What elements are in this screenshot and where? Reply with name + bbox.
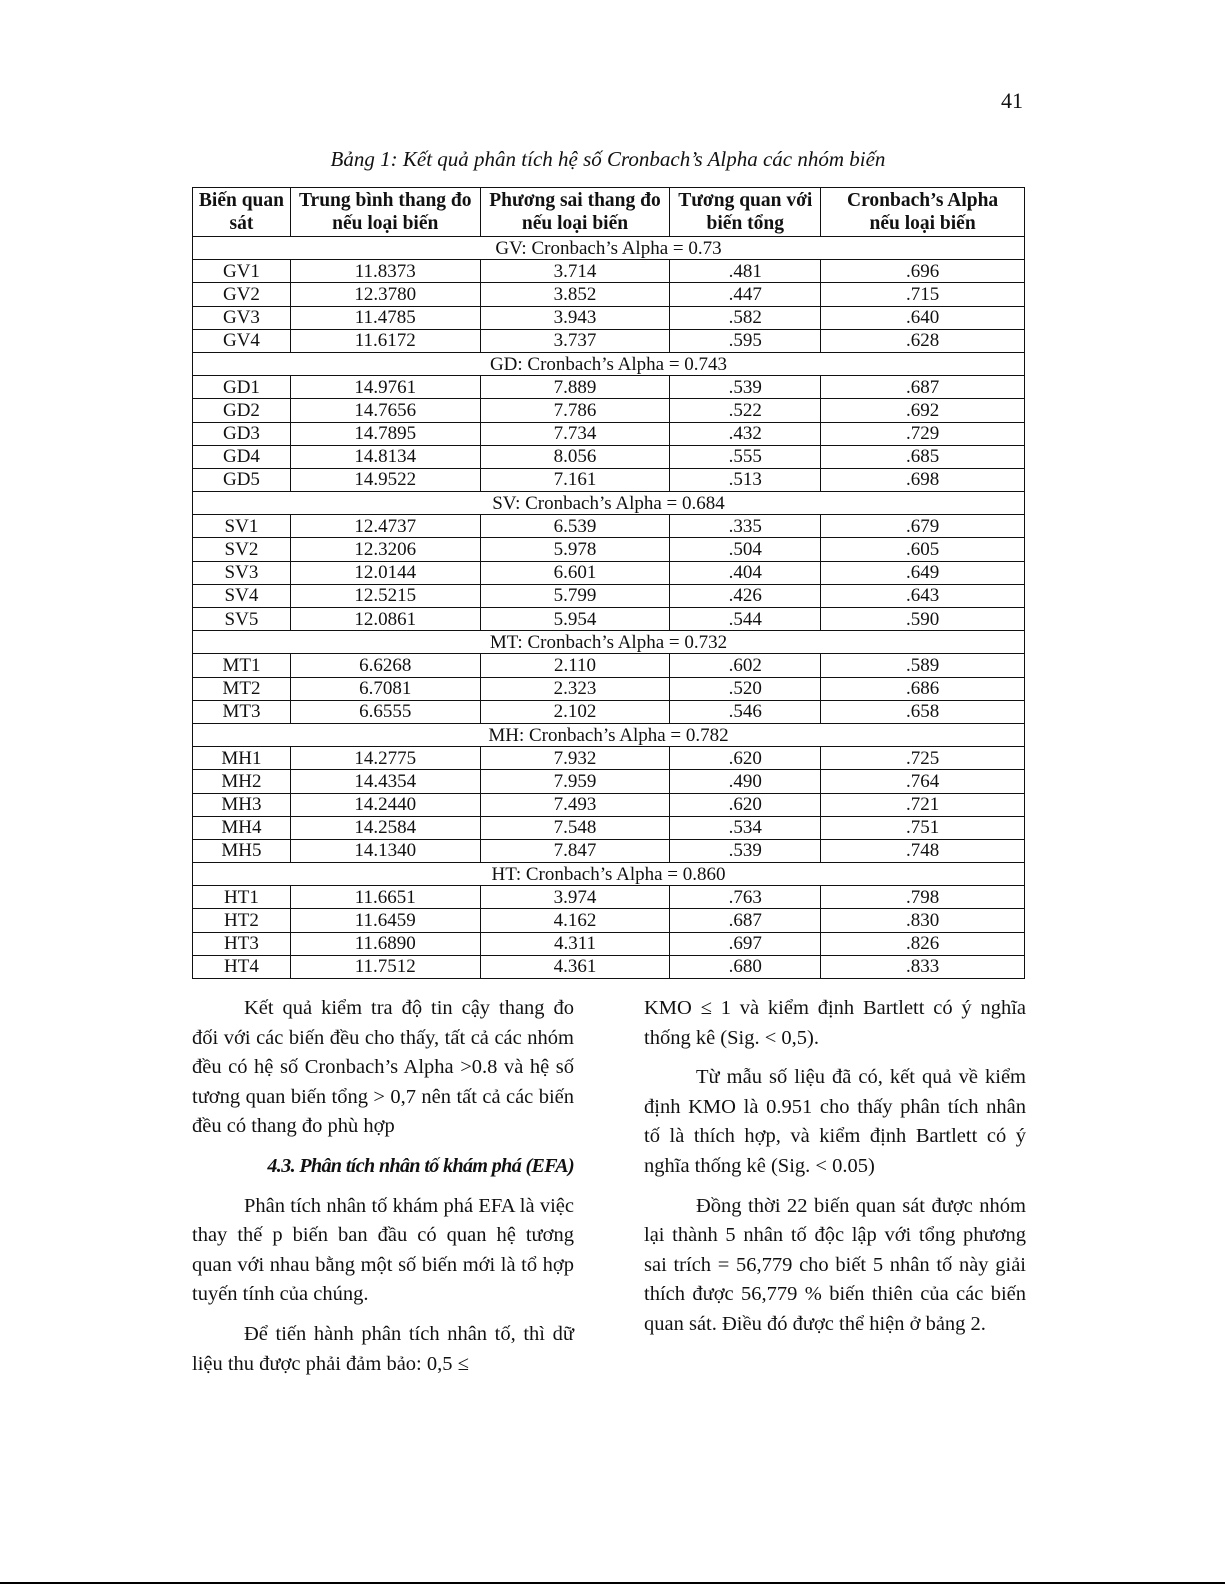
table-cell: .685 — [821, 445, 1025, 468]
table-cell: .544 — [670, 608, 821, 631]
table-row — [193, 700, 1025, 723]
table-cell: .763 — [670, 886, 821, 909]
group-row — [193, 863, 1025, 886]
table-cell: 5.954 — [480, 608, 670, 631]
table-cell: .628 — [821, 329, 1025, 352]
group-label: MT: Cronbach’s Alpha = 0.732 — [193, 631, 1025, 654]
table-cell: 14.8134 — [290, 445, 480, 468]
table-row — [193, 260, 1025, 283]
table-cell: .490 — [670, 770, 821, 793]
table-row — [193, 955, 1025, 978]
table-row — [193, 515, 1025, 538]
table-cell: .522 — [670, 399, 821, 422]
paragraph: Kết quả kiểm tra độ tin cậy thang đo đối với các biến đều cho thấy, tất cả các nhóm đều có hệ số Cronbach’s Alpha >0.8 và hệ số tương quan biến tổng > 0,7 nên tất cả các biến đều có thang đo phù hợp — [192, 997, 574, 1138]
table-cell: 4.311 — [480, 932, 670, 955]
bottom-rule — [0, 1582, 1225, 1584]
table-cell: .539 — [670, 376, 821, 399]
table-cell: 14.7656 — [290, 399, 480, 422]
table-cell: GD2 — [193, 399, 291, 422]
table-cell: GD1 — [193, 376, 291, 399]
table-cell: .481 — [670, 260, 821, 283]
table-cell: 6.539 — [480, 515, 670, 538]
table-cell: .546 — [670, 700, 821, 723]
table-cell: 5.978 — [480, 538, 670, 561]
table-cell: MH1 — [193, 747, 291, 770]
table-cell: .555 — [670, 445, 821, 468]
table-row — [193, 677, 1025, 700]
table-cell: .602 — [670, 654, 821, 677]
group-row — [193, 723, 1025, 746]
table-cell: 7.932 — [480, 747, 670, 770]
header-tuong-quan: Tương quan với biến tổng — [670, 188, 821, 237]
table-row — [193, 793, 1025, 816]
paragraph: Đồng thời 22 biến quan sát được nhóm lại thành 5 nhân tố độc lập với tổng phương sai trích = 56,779 cho biết 5 nhân tố này giải thích được 56,779 % biến thiên của các biến quan sát. Điều đó được thể hiện ở bảng 2. — [644, 1194, 1026, 1335]
table-row — [193, 770, 1025, 793]
table-row — [193, 422, 1025, 445]
table-cell: .643 — [821, 584, 1025, 607]
table-cell: 5.799 — [480, 584, 670, 607]
group-label: GV: Cronbach’s Alpha = 0.73 — [193, 237, 1025, 260]
table-row — [193, 932, 1025, 955]
table-cell: .534 — [670, 816, 821, 839]
table-cell: 3.943 — [480, 306, 670, 329]
table-cell: .696 — [821, 260, 1025, 283]
table-cell: 7.493 — [480, 793, 670, 816]
group-row — [193, 237, 1025, 260]
table-row — [193, 608, 1025, 631]
table-cell: 7.847 — [480, 839, 670, 862]
table-cell: .404 — [670, 561, 821, 584]
table-row — [193, 747, 1025, 770]
left-column — [192, 994, 574, 1389]
table-cell: HT1 — [193, 886, 291, 909]
table-cell: .649 — [821, 561, 1025, 584]
table-header-row — [193, 188, 1025, 237]
section-heading: 4.3. Phân tích nhân tố khám phá (EFA) — [267, 1154, 574, 1177]
table-cell: GV4 — [193, 329, 291, 352]
table-cell: 14.2440 — [290, 793, 480, 816]
paragraph: Từ mẫu số liệu đã có, kết quả về kiểm định KMO là 0.951 cho thấy phân tích nhân tố là thích hợp, và kiểm định Bartlett có ý nghĩa thống kê (Sig. < 0.05) — [644, 1066, 1026, 1177]
table-cell: .539 — [670, 839, 821, 862]
table-row — [193, 538, 1025, 561]
table-cell: MH4 — [193, 816, 291, 839]
table-cell: SV1 — [193, 515, 291, 538]
table-row — [193, 306, 1025, 329]
table-cell: GD4 — [193, 445, 291, 468]
table-cell: 11.4785 — [290, 306, 480, 329]
table-cell: .620 — [670, 747, 821, 770]
header-cronbach-alpha: Cronbach’s Alpha nếu loại biến — [821, 188, 1025, 237]
table-cell: 11.8373 — [290, 260, 480, 283]
table-cell: .751 — [821, 816, 1025, 839]
table-caption: Bảng 1: Kết quả phân tích hệ số Cronbach’s Alpha các nhóm biến — [330, 147, 886, 171]
table-cell: .798 — [821, 886, 1025, 909]
table-row — [193, 468, 1025, 491]
table-cell: .725 — [821, 747, 1025, 770]
table-row — [193, 886, 1025, 909]
table-cell: .687 — [821, 376, 1025, 399]
table-cell: SV2 — [193, 538, 291, 561]
table-cell: .748 — [821, 839, 1025, 862]
table-body — [193, 237, 1025, 979]
table-cell: MT3 — [193, 700, 291, 723]
header-trung-binh: Trung bình thang đo nếu loại biến — [290, 188, 480, 237]
table-cell: .721 — [821, 793, 1025, 816]
table-cell: 7.161 — [480, 468, 670, 491]
table-cell: .605 — [821, 538, 1025, 561]
table-row — [193, 329, 1025, 352]
table-cell: .426 — [670, 584, 821, 607]
table-cell: HT3 — [193, 932, 291, 955]
table-cell: SV5 — [193, 608, 291, 631]
table-cell: 14.1340 — [290, 839, 480, 862]
table-cell: .620 — [670, 793, 821, 816]
table-cell: 14.2584 — [290, 816, 480, 839]
table-cell: 7.959 — [480, 770, 670, 793]
table-cell: GV2 — [193, 283, 291, 306]
table-cell: .697 — [670, 932, 821, 955]
table-cell: .432 — [670, 422, 821, 445]
group-label: GD: Cronbach’s Alpha = 0.743 — [193, 352, 1025, 375]
table-cell: 8.056 — [480, 445, 670, 468]
table-cell: 6.601 — [480, 561, 670, 584]
group-label: HT: Cronbach’s Alpha = 0.860 — [193, 863, 1025, 886]
table-cell: .715 — [821, 283, 1025, 306]
table-cell: .698 — [821, 468, 1025, 491]
table-cell: .729 — [821, 422, 1025, 445]
table-cell: .686 — [821, 677, 1025, 700]
table-cell: 11.6172 — [290, 329, 480, 352]
table-cell: MH2 — [193, 770, 291, 793]
table-cell: .687 — [670, 909, 821, 932]
table-cell: .658 — [821, 700, 1025, 723]
table-cell: 2.323 — [480, 677, 670, 700]
table-cell: 3.714 — [480, 260, 670, 283]
table-cell: .692 — [821, 399, 1025, 422]
table-cell: 7.889 — [480, 376, 670, 399]
group-row — [193, 492, 1025, 515]
table-cell: 14.4354 — [290, 770, 480, 793]
table-row — [193, 584, 1025, 607]
table-cell: .595 — [670, 329, 821, 352]
table-cell: 11.7512 — [290, 955, 480, 978]
table-cell: 12.3206 — [290, 538, 480, 561]
header-phuong-sai: Phương sai thang đo nếu loại biến — [480, 188, 670, 237]
table-cell: .335 — [670, 515, 821, 538]
table-cell: 12.4737 — [290, 515, 480, 538]
table-cell: .520 — [670, 677, 821, 700]
table-cell: 14.7895 — [290, 422, 480, 445]
table-cell: .590 — [821, 608, 1025, 631]
table-row — [193, 283, 1025, 306]
table-row — [193, 376, 1025, 399]
table-cell: 12.0144 — [290, 561, 480, 584]
table-cell: .589 — [821, 654, 1025, 677]
table-row — [193, 561, 1025, 584]
group-row — [193, 631, 1025, 654]
table-row — [193, 445, 1025, 468]
group-row — [193, 352, 1025, 375]
table-cell: 14.9522 — [290, 468, 480, 491]
table-cell: GV1 — [193, 260, 291, 283]
table-row — [193, 839, 1025, 862]
header-bien-quan-sat: Biến quan sát — [193, 188, 291, 237]
table-cell: 11.6651 — [290, 886, 480, 909]
table-cell: .826 — [821, 932, 1025, 955]
table-cell: HT4 — [193, 955, 291, 978]
table-cell: SV4 — [193, 584, 291, 607]
table-cell: HT2 — [193, 909, 291, 932]
table-cell: 12.0861 — [290, 608, 480, 631]
table-cell: 12.5215 — [290, 584, 480, 607]
table-cell: 4.162 — [480, 909, 670, 932]
table-cell: .680 — [670, 955, 821, 978]
table-cell: 11.6890 — [290, 932, 480, 955]
table-cell: 3.852 — [480, 283, 670, 306]
table-cell: 4.361 — [480, 955, 670, 978]
table-cell: .447 — [670, 283, 821, 306]
table-row — [193, 399, 1025, 422]
table-cell: GD5 — [193, 468, 291, 491]
table-cell: .504 — [670, 538, 821, 561]
table-row — [193, 909, 1025, 932]
right-column — [644, 994, 1026, 1350]
table-cell: 3.737 — [480, 329, 670, 352]
table-row — [193, 654, 1025, 677]
table-cell: GV3 — [193, 306, 291, 329]
table-cell: 12.3780 — [290, 283, 480, 306]
table-cell: GD3 — [193, 422, 291, 445]
table-cell: .679 — [821, 515, 1025, 538]
table-cell: MT2 — [193, 677, 291, 700]
table-cell: 7.734 — [480, 422, 670, 445]
cronbach-table — [192, 187, 1025, 979]
table-cell: 11.6459 — [290, 909, 480, 932]
table-cell: .833 — [821, 955, 1025, 978]
page-number: 41 — [1001, 88, 1023, 113]
paragraph: Phân tích nhân tố khám phá EFA là việc thay thế p biến ban đầu có quan hệ tương quan với nhau bằng một số biến mới là tổ hợp tuyến tính của chúng. — [192, 1194, 574, 1306]
table-cell: 6.7081 — [290, 677, 480, 700]
table-cell: SV3 — [193, 561, 291, 584]
table-cell: 7.786 — [480, 399, 670, 422]
table-cell: 14.9761 — [290, 376, 480, 399]
table-cell: 14.2775 — [290, 747, 480, 770]
table-cell: 6.6268 — [290, 654, 480, 677]
table-cell: .764 — [821, 770, 1025, 793]
table-cell: MH3 — [193, 793, 291, 816]
table-cell: .830 — [821, 909, 1025, 932]
table-cell: 2.110 — [480, 654, 670, 677]
table-cell: .640 — [821, 306, 1025, 329]
table-cell: .582 — [670, 306, 821, 329]
table-cell: .513 — [670, 468, 821, 491]
paragraph: KMO ≤ 1 và kiểm định Bartlett có ý nghĩa thống kê (Sig. < 0,5). — [644, 997, 1026, 1049]
table-cell: 7.548 — [480, 816, 670, 839]
table-cell: 6.6555 — [290, 700, 480, 723]
table-row — [193, 816, 1025, 839]
table-cell: 3.974 — [480, 886, 670, 909]
group-label: MH: Cronbach’s Alpha = 0.782 — [193, 723, 1025, 746]
paragraph: Để tiến hành phân tích nhân tố, thì dữ liệu thu được phải đảm bảo: 0,5 ≤ — [192, 1322, 574, 1375]
table-cell: MT1 — [193, 654, 291, 677]
table-cell: 2.102 — [480, 700, 670, 723]
table-cell: MH5 — [193, 839, 291, 862]
group-label: SV: Cronbach’s Alpha = 0.684 — [193, 492, 1025, 515]
